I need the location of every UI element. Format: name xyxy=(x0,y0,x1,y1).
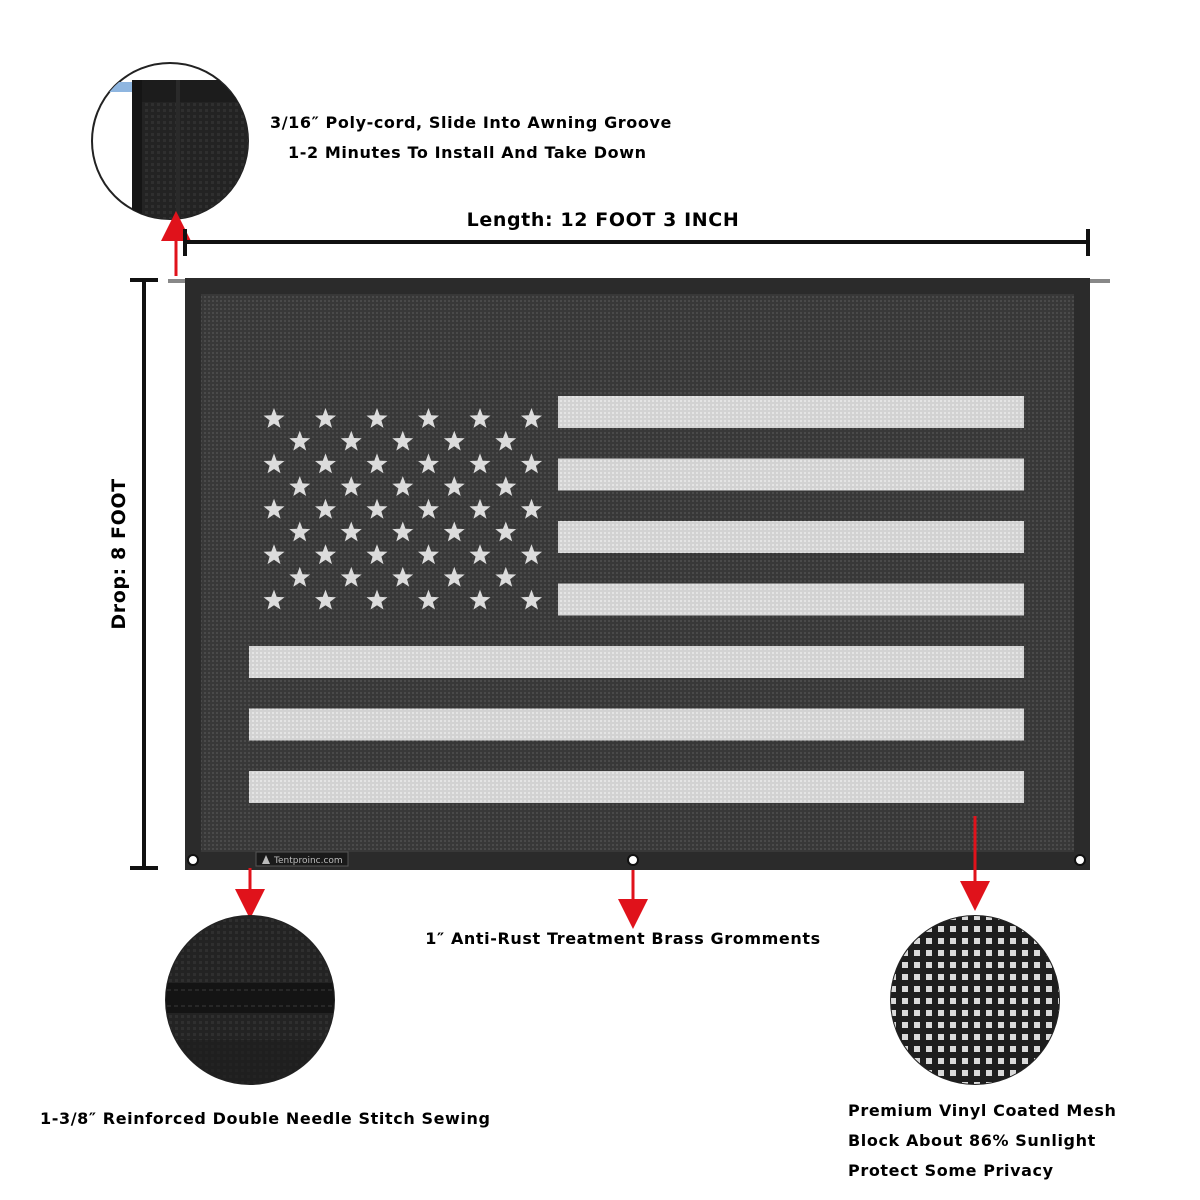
flag-stripe xyxy=(249,646,1024,678)
mesh-label-2: Block About 86% Sunlight xyxy=(848,1131,1096,1150)
stitch-label: 1-3/8″ Reinforced Double Needle Stitch Sewing xyxy=(40,1109,491,1128)
grommet-right xyxy=(1075,855,1085,865)
mesh-detail-circle xyxy=(885,910,1065,1090)
drop-label: Drop: 8 FOOT xyxy=(108,478,130,630)
mesh-label-3: Protect Some Privacy xyxy=(848,1161,1054,1180)
grommets-label: 1″ Anti-Rust Treatment Brass Gromments xyxy=(425,929,821,948)
flag-stripe xyxy=(249,771,1024,803)
drop-dimension-line xyxy=(130,280,158,868)
flag-stripe xyxy=(558,396,1024,428)
length-dimension-line xyxy=(185,229,1088,256)
brand-tag xyxy=(256,852,348,866)
polycord-detail-circle xyxy=(92,63,252,220)
polycord-label: 3/16″ Poly-cord, Slide Into Awning Groove xyxy=(270,113,672,132)
flag-stripe xyxy=(558,459,1024,491)
mesh-label-1: Premium Vinyl Coated Mesh xyxy=(848,1101,1117,1120)
flag-stripe xyxy=(249,709,1024,741)
stitch-detail-circle xyxy=(160,910,340,1100)
awning-mesh-panel xyxy=(168,278,1110,870)
install-time-label: 1-2 Minutes To Install And Take Down xyxy=(288,143,647,162)
length-label: Length: 12 FOOT 3 INCH xyxy=(466,209,740,231)
brand-tag-text: Tentproinc.com xyxy=(274,856,343,866)
flag-stripe xyxy=(558,584,1024,616)
grommet-center xyxy=(628,855,638,865)
flag-stripe xyxy=(558,521,1024,553)
grommet-left xyxy=(188,855,198,865)
